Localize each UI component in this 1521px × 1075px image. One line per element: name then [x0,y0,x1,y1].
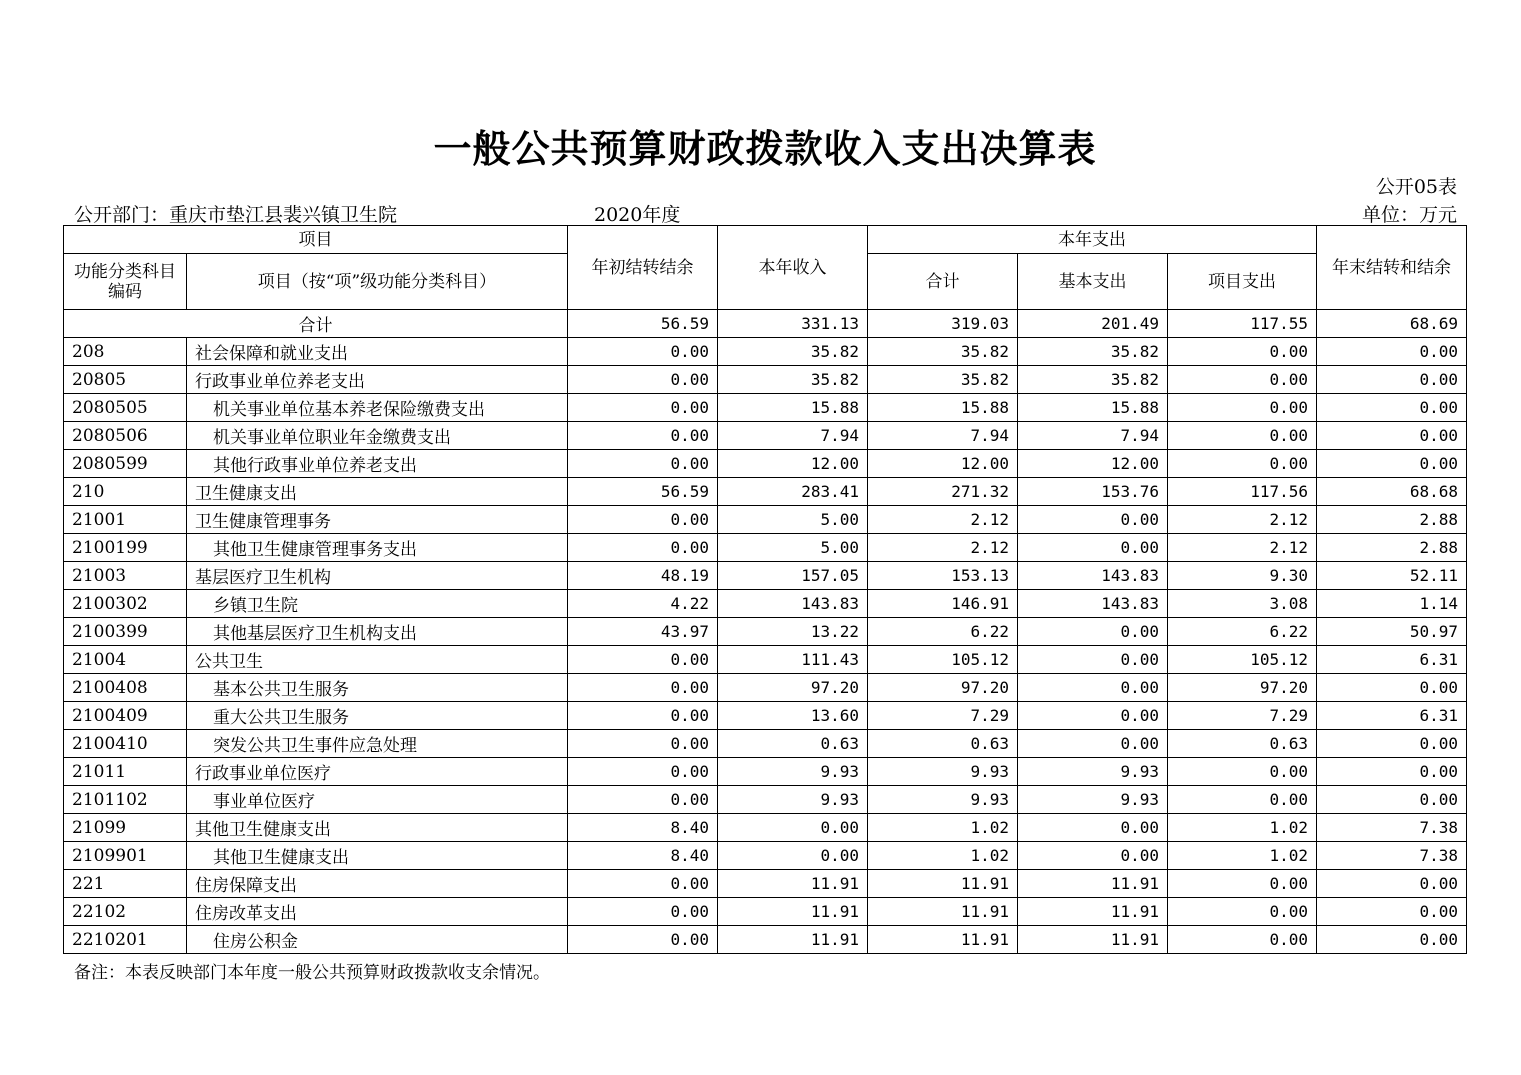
row-income: 283.41 [718,478,868,506]
row-exp-total: 35.82 [868,338,1018,366]
total-closing-balance: 68.69 [1317,310,1467,338]
row-exp-basic: 0.00 [1018,730,1168,758]
row-code: 21001 [64,506,187,534]
row-exp-basic: 143.83 [1018,562,1168,590]
total-exp-basic: 201.49 [1018,310,1168,338]
row-income: 0.00 [718,814,868,842]
row-income: 157.05 [718,562,868,590]
row-closing-balance: 0.00 [1317,338,1467,366]
table-row [64,842,1467,870]
row-opening-balance: 0.00 [568,394,718,422]
row-exp-project: 117.56 [1168,478,1317,506]
table-row [64,646,1467,674]
header-name: 项目（按“项”级功能分类科目） [187,254,568,310]
row-exp-basic: 11.91 [1018,898,1168,926]
row-exp-total: 0.63 [868,730,1018,758]
total-row [64,310,1467,338]
row-opening-balance: 0.00 [568,338,718,366]
row-name: 行政事业单位养老支出 [187,366,568,394]
table-row [64,898,1467,926]
row-exp-project: 0.00 [1168,758,1317,786]
row-opening-balance: 0.00 [568,506,718,534]
row-opening-balance: 4.22 [568,590,718,618]
total-income: 331.13 [718,310,868,338]
row-name: 住房公积金 [187,926,568,954]
row-exp-project: 0.00 [1168,870,1317,898]
row-income: 5.00 [718,506,868,534]
row-exp-basic: 9.93 [1018,786,1168,814]
row-exp-basic: 0.00 [1018,618,1168,646]
row-opening-balance: 0.00 [568,898,718,926]
row-code: 2100199 [64,534,187,562]
row-exp-total: 11.91 [868,870,1018,898]
row-exp-project: 0.00 [1168,422,1317,450]
row-income: 9.93 [718,786,868,814]
header-expenditure: 本年支出 [868,226,1317,254]
row-opening-balance: 0.00 [568,674,718,702]
row-exp-total: 15.88 [868,394,1018,422]
row-code: 2210201 [64,926,187,954]
row-income: 7.94 [718,422,868,450]
table-row [64,590,1467,618]
row-income: 35.82 [718,366,868,394]
row-code: 221 [64,870,187,898]
row-opening-balance: 0.00 [568,450,718,478]
row-opening-balance: 0.00 [568,758,718,786]
row-exp-total: 11.91 [868,926,1018,954]
row-exp-basic: 7.94 [1018,422,1168,450]
row-income: 111.43 [718,646,868,674]
row-closing-balance: 0.00 [1317,422,1467,450]
row-income: 143.83 [718,590,868,618]
row-income: 12.00 [718,450,868,478]
row-code: 210 [64,478,187,506]
row-exp-project: 3.08 [1168,590,1317,618]
row-code: 21004 [64,646,187,674]
table-row [64,758,1467,786]
row-name: 行政事业单位医疗 [187,758,568,786]
row-opening-balance: 0.00 [568,702,718,730]
row-exp-total: 153.13 [868,562,1018,590]
row-exp-total: 9.93 [868,758,1018,786]
row-code: 2100399 [64,618,187,646]
row-name: 卫生健康支出 [187,478,568,506]
row-exp-total: 146.91 [868,590,1018,618]
row-name: 住房改革支出 [187,898,568,926]
row-name: 其他基层医疗卫生机构支出 [187,618,568,646]
footnote: 备注：本表反映部门本年度一般公共预算财政拨款收支余情况。 [74,963,550,983]
table-row [64,814,1467,842]
header-project: 项目 [64,226,568,254]
row-exp-basic: 35.82 [1018,366,1168,394]
row-name: 基本公共卫生服务 [187,674,568,702]
row-name: 机关事业单位基本养老保险缴费支出 [187,394,568,422]
department-label: 公开部门：重庆市垫江县裴兴镇卫生院 [74,204,398,226]
row-name: 突发公共卫生事件应急处理 [187,730,568,758]
row-closing-balance: 52.11 [1317,562,1467,590]
table-row [64,450,1467,478]
row-opening-balance: 43.97 [568,618,718,646]
row-opening-balance: 56.59 [568,478,718,506]
header-closing-balance: 年末结转和结余 [1317,226,1467,310]
total-exp-project: 117.55 [1168,310,1317,338]
row-closing-balance: 0.00 [1317,730,1467,758]
row-closing-balance: 6.31 [1317,646,1467,674]
row-exp-basic: 0.00 [1018,702,1168,730]
row-opening-balance: 8.40 [568,842,718,870]
header-exp-basic: 基本支出 [1018,254,1168,310]
row-income: 11.91 [718,870,868,898]
row-name: 公共卫生 [187,646,568,674]
row-opening-balance: 0.00 [568,366,718,394]
row-income: 9.93 [718,758,868,786]
row-exp-total: 97.20 [868,674,1018,702]
row-exp-basic: 0.00 [1018,534,1168,562]
row-exp-basic: 143.83 [1018,590,1168,618]
row-code: 2080506 [64,422,187,450]
table-row [64,730,1467,758]
total-label: 合计 [64,310,568,338]
row-name: 卫生健康管理事务 [187,506,568,534]
row-name: 其他卫生健康管理事务支出 [187,534,568,562]
row-code: 2100302 [64,590,187,618]
table-row [64,394,1467,422]
row-closing-balance: 0.00 [1317,394,1467,422]
row-exp-total: 1.02 [868,814,1018,842]
row-exp-basic: 11.91 [1018,870,1168,898]
row-exp-project: 2.12 [1168,506,1317,534]
row-exp-project: 0.00 [1168,338,1317,366]
row-closing-balance: 0.00 [1317,758,1467,786]
table-row [64,534,1467,562]
row-code: 2080599 [64,450,187,478]
row-opening-balance: 8.40 [568,814,718,842]
row-code: 21003 [64,562,187,590]
row-exp-total: 1.02 [868,842,1018,870]
row-income: 11.91 [718,898,868,926]
row-name: 其他卫生健康支出 [187,814,568,842]
row-exp-project: 1.02 [1168,842,1317,870]
table-row [64,562,1467,590]
row-exp-project: 0.00 [1168,786,1317,814]
row-code: 21011 [64,758,187,786]
row-name: 其他行政事业单位养老支出 [187,450,568,478]
row-closing-balance: 0.00 [1317,926,1467,954]
row-exp-total: 105.12 [868,646,1018,674]
row-exp-project: 105.12 [1168,646,1317,674]
row-income: 13.22 [718,618,868,646]
total-opening-balance: 56.59 [568,310,718,338]
row-income: 0.63 [718,730,868,758]
row-exp-project: 0.00 [1168,898,1317,926]
row-exp-basic: 0.00 [1018,646,1168,674]
row-exp-basic: 9.93 [1018,758,1168,786]
row-closing-balance: 0.00 [1317,898,1467,926]
table-row [64,674,1467,702]
row-exp-project: 1.02 [1168,814,1317,842]
row-exp-basic: 35.82 [1018,338,1168,366]
row-exp-project: 7.29 [1168,702,1317,730]
header-exp-total: 合计 [868,254,1018,310]
row-exp-project: 97.20 [1168,674,1317,702]
row-income: 0.00 [718,842,868,870]
row-exp-project: 9.30 [1168,562,1317,590]
row-exp-project: 0.00 [1168,366,1317,394]
row-closing-balance: 6.31 [1317,702,1467,730]
row-name: 基层医疗卫生机构 [187,562,568,590]
table-row [64,366,1467,394]
row-income: 15.88 [718,394,868,422]
row-closing-balance: 2.88 [1317,506,1467,534]
row-exp-total: 7.94 [868,422,1018,450]
table-row [64,870,1467,898]
row-name: 乡镇卫生院 [187,590,568,618]
row-opening-balance: 0.00 [568,422,718,450]
row-income: 11.91 [718,926,868,954]
fiscal-year: 2020年度 [594,204,681,226]
row-code: 2101102 [64,786,187,814]
table-row [64,422,1467,450]
row-code: 208 [64,338,187,366]
table-row [64,506,1467,534]
row-closing-balance: 68.68 [1317,478,1467,506]
row-closing-balance: 0.00 [1317,366,1467,394]
table-row [64,338,1467,366]
row-exp-total: 9.93 [868,786,1018,814]
row-closing-balance: 0.00 [1317,450,1467,478]
row-income: 35.82 [718,338,868,366]
row-exp-basic: 0.00 [1018,814,1168,842]
row-exp-total: 35.82 [868,366,1018,394]
form-number: 公开05表 [1375,176,1457,198]
row-exp-basic: 11.91 [1018,926,1168,954]
row-exp-project: 0.00 [1168,926,1317,954]
row-exp-total: 7.29 [868,702,1018,730]
row-code: 2100409 [64,702,187,730]
table-row [64,618,1467,646]
row-opening-balance: 0.00 [568,926,718,954]
row-exp-total: 11.91 [868,898,1018,926]
row-exp-project: 2.12 [1168,534,1317,562]
row-closing-balance: 1.14 [1317,590,1467,618]
row-exp-project: 0.63 [1168,730,1317,758]
row-code: 2109901 [64,842,187,870]
row-code: 2100410 [64,730,187,758]
row-exp-project: 0.00 [1168,450,1317,478]
row-opening-balance: 48.19 [568,562,718,590]
row-name: 机关事业单位职业年金缴费支出 [187,422,568,450]
row-income: 97.20 [718,674,868,702]
row-exp-project: 0.00 [1168,394,1317,422]
row-opening-balance: 0.00 [568,534,718,562]
row-exp-total: 2.12 [868,534,1018,562]
row-code: 21099 [64,814,187,842]
row-exp-basic: 12.00 [1018,450,1168,478]
row-income: 5.00 [718,534,868,562]
header-code: 功能分类科目编码 [64,254,187,310]
row-closing-balance: 0.00 [1317,870,1467,898]
header-opening-balance: 年初结转结余 [568,226,718,310]
row-exp-total: 6.22 [868,618,1018,646]
row-closing-balance: 7.38 [1317,842,1467,870]
table-row [64,786,1467,814]
row-code: 22102 [64,898,187,926]
table-row [64,702,1467,730]
row-closing-balance: 50.97 [1317,618,1467,646]
row-closing-balance: 0.00 [1317,674,1467,702]
row-exp-project: 6.22 [1168,618,1317,646]
row-code: 20805 [64,366,187,394]
row-closing-balance: 7.38 [1317,814,1467,842]
row-name: 住房保障支出 [187,870,568,898]
row-name: 其他卫生健康支出 [187,842,568,870]
row-exp-total: 12.00 [868,450,1018,478]
row-exp-basic: 0.00 [1018,674,1168,702]
table-row [64,478,1467,506]
header-income: 本年收入 [718,226,868,310]
row-opening-balance: 0.00 [568,870,718,898]
total-exp-total: 319.03 [868,310,1018,338]
report-title: 一般公共预算财政拨款收入支出决算表 [433,127,1097,171]
row-name: 重大公共卫生服务 [187,702,568,730]
row-exp-basic: 0.00 [1018,506,1168,534]
row-exp-basic: 153.76 [1018,478,1168,506]
row-opening-balance: 0.00 [568,786,718,814]
row-opening-balance: 0.00 [568,730,718,758]
row-closing-balance: 0.00 [1317,786,1467,814]
table-row [64,926,1467,954]
row-exp-basic: 0.00 [1018,842,1168,870]
row-opening-balance: 0.00 [568,646,718,674]
row-name: 事业单位医疗 [187,786,568,814]
unit-label: 单位：万元 [1361,204,1457,226]
row-code: 2080505 [64,394,187,422]
row-exp-total: 2.12 [868,506,1018,534]
row-code: 2100408 [64,674,187,702]
row-exp-basic: 15.88 [1018,394,1168,422]
budget-table [63,225,1467,954]
row-income: 13.60 [718,702,868,730]
row-closing-balance: 2.88 [1317,534,1467,562]
row-exp-total: 271.32 [868,478,1018,506]
row-name: 社会保障和就业支出 [187,338,568,366]
header-exp-project: 项目支出 [1168,254,1317,310]
